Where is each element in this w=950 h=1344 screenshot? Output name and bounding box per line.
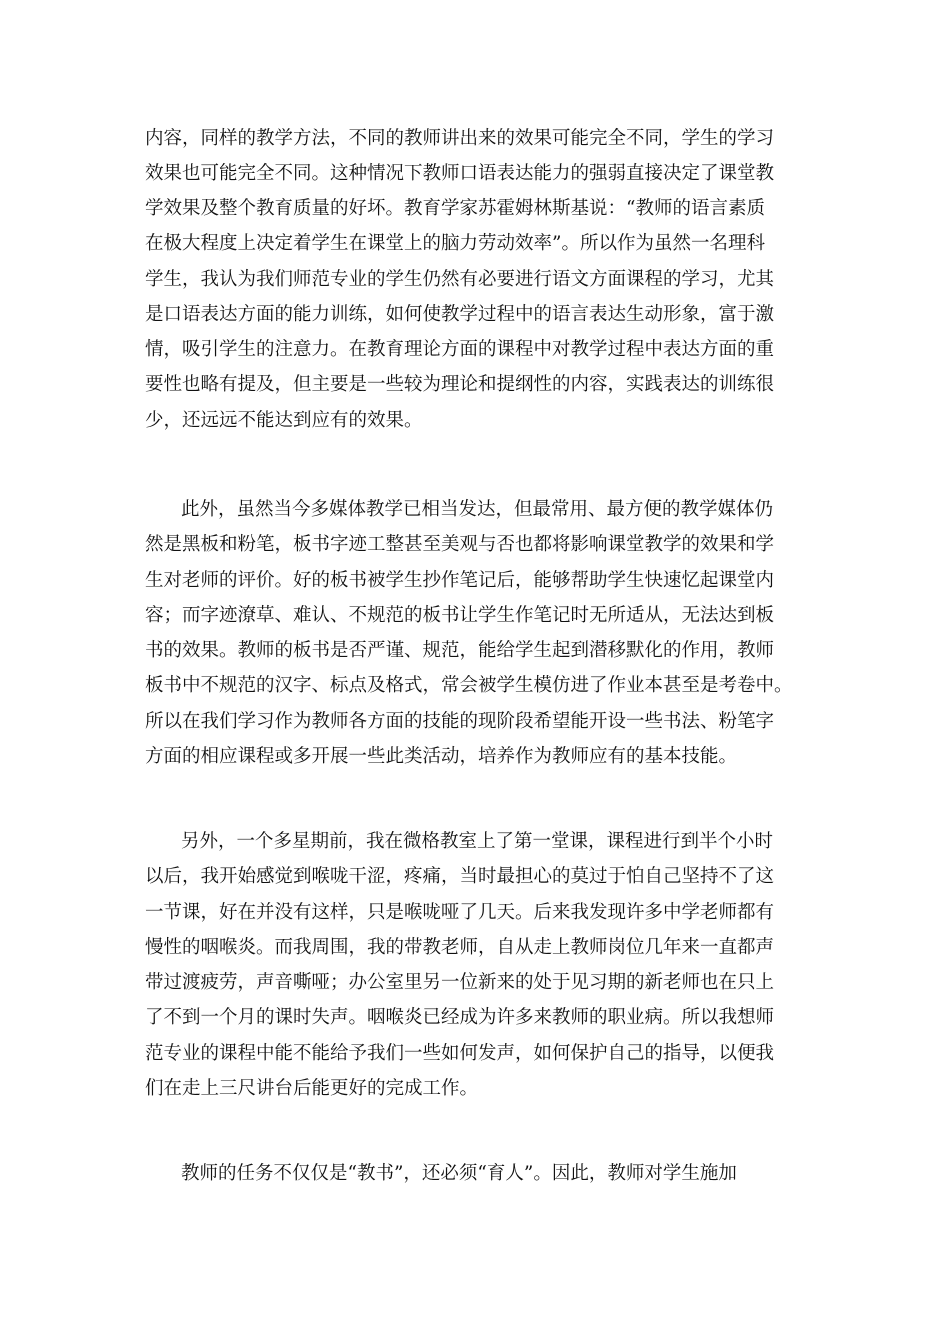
- text-line: 范专业的课程中能不能给予我们一些如何发声，如何保护自己的指导，以便我: [145, 1043, 775, 1064]
- text-line: 另外，一个多星期前，我在微格教室上了第一堂课，课程进行到半个小时: [181, 831, 774, 852]
- text-line: 教师的任务不仅仅是“教书”，还必须“育人”。因此，教师对学生施加: [181, 1163, 737, 1184]
- text-line: 少，还远远不能达到应有的效果。: [145, 410, 423, 431]
- text-line: 容；而字迹潦草、难认、不规范的板书让学生作笔记时无所适从，无法达到板: [145, 605, 775, 626]
- text-line: 效果也可能完全不同。这种情况下教师口语表达能力的强弱直接决定了课堂教: [145, 163, 775, 184]
- text-line: 内容，同样的教学方法，不同的教师讲出来的效果可能完全不同，学生的学习: [145, 128, 775, 149]
- text-line: 了不到一个月的课时失声。咽喉炎已经成为许多来教师的职业病。所以我想师: [145, 1007, 775, 1028]
- text-line: 学效果及整个教育质量的好坏。教育学家苏霍姆林斯基说：“教师的语言素质: [145, 198, 765, 219]
- text-line: 们在走上三尺讲台后能更好的完成工作。: [145, 1078, 479, 1099]
- text-line: 此外，虽然当今多媒体教学已相当发达，但最常用、最方便的教学媒体仍: [181, 499, 774, 520]
- text-line: 以后，我开始感觉到喉咙干涩，疼痛，当时最担心的莫过于怕自己坚持不了这: [145, 866, 775, 887]
- text-line: 生对老师的评价。好的板书被学生抄作笔记后，能够帮助学生快速忆起课堂内: [145, 570, 775, 591]
- text-line: 是口语表达方面的能力训练，如何使教学过程中的语言表达生动形象，富于激: [145, 304, 775, 325]
- text-line: 方面的相应课程或多开展一些此类活动，培养作为教师应有的基本技能。: [145, 746, 738, 767]
- text-line: 学生，我认为我们师范专业的学生仍然有必要进行语文方面课程的学习，尤其: [145, 269, 775, 290]
- text-line: 要性也略有提及，但主要是一些较为理论和提纲性的内容，实践表达的训练很: [145, 374, 775, 395]
- text-line: 书的效果。教师的板书是否严谨、规范，能给学生起到潜移默化的作用，教师: [145, 640, 775, 661]
- text-line: 然是黑板和粉笔，板书字迹工整甚至美观与否也都将影响课堂教学的效果和学: [145, 534, 775, 555]
- text-line: 慢性的咽喉炎。而我周围，我的带教老师，自从走上教师岗位几年来一直都声: [145, 937, 775, 958]
- text-line: 带过渡疲劳，声音嘶哑；办公室里另一位新来的处于见习期的新老师也在只上: [145, 972, 775, 993]
- text-line: 情，吸引学生的注意力。在教育理论方面的课程中对教学过程中表达方面的重: [145, 339, 775, 360]
- text-line: 在极大程度上决定着学生在课堂上的脑力劳动效率”。所以作为虽然一名理科: [145, 233, 765, 254]
- text-line: 一节课，好在并没有这样，只是喉咙哑了几天。后来我发现许多中学老师都有: [145, 902, 775, 923]
- text-line: 所以在我们学习作为教师各方面的技能的现阶段希望能开设一些书法、粉笔字: [145, 711, 775, 732]
- text-line: 板书中不规范的汉字、标点及格式，常会被学生模仿进了作业本甚至是考卷中。: [145, 675, 793, 696]
